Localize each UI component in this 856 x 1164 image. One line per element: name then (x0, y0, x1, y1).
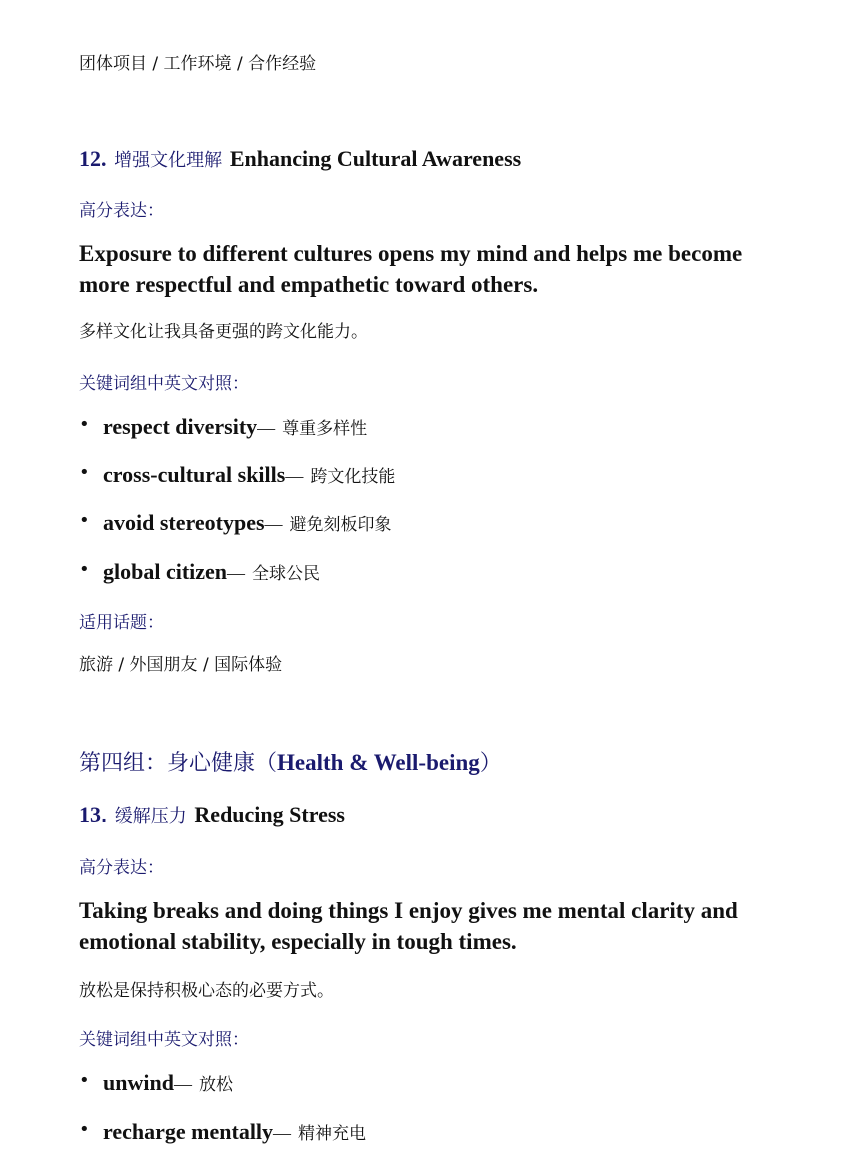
group-4-en: Health & Well-being (277, 750, 480, 775)
section-12-en-title: Enhancing Cultural Awareness (229, 146, 522, 171)
section-12-expression-label: 高分表达： (79, 201, 164, 221)
section-13-en-title: Reducing Stress (194, 802, 345, 827)
section-13-cn-title: 缓解压力 (114, 806, 187, 827)
section-13-expression-label: 高分表达： (79, 858, 164, 878)
keyword-en: global citizen (103, 559, 228, 584)
section-12-topics: 旅游 / 外国朋友 / 国际体验 (79, 655, 283, 675)
section-13-title: 13. 缓解压力 Reducing Stress (79, 802, 345, 827)
section-13-translation: 放松是保持积极心态的必要方式。 (79, 981, 334, 1001)
keyword-en: unwind (103, 1070, 174, 1095)
keyword-en: respect diversity (103, 414, 258, 439)
section-13-number: 13 (79, 802, 101, 827)
section-12-sentence: Exposure to different cultures opens my mind and helps me become more respectful and empathetic toward others. (79, 241, 743, 297)
keyword-cn: 精神充电 (298, 1124, 367, 1144)
group-4-close: ） (479, 751, 502, 776)
keyword-en: cross-cultural skills (103, 462, 286, 487)
keyword-cn: 避免刻板印象 (289, 515, 392, 535)
keyword-en: avoid stereotypes (103, 510, 265, 535)
section-12-cn-title: 增强文化理解 (114, 150, 223, 171)
section-13-sentence: Taking breaks and doing things I enjoy gives me mental clarity and emotional stability, especially in tough times. (79, 898, 738, 954)
keyword-en: recharge mentally (103, 1119, 274, 1144)
group-4-heading (79, 749, 502, 778)
keyword-cn: 放松 (198, 1075, 233, 1095)
bullet-icon: • (79, 559, 90, 580)
bullet-icon: • (79, 1119, 90, 1140)
topics-line: 团体项目 / 工作环境 / 合作经验 (79, 54, 317, 74)
section-12-topics-label: 适用话题： (79, 613, 164, 633)
section-13-keywords-label: 关键词组中英文对照： (79, 1030, 249, 1050)
section-12-title (79, 145, 521, 175)
section-12-number: 12. (79, 146, 107, 171)
group-4-cn: 第四组：身心健康（ (79, 751, 278, 776)
keyword-cn: 跨文化技能 (310, 467, 396, 487)
keyword-cn: 全球公民 (252, 564, 321, 584)
bullet-icon: • (79, 414, 90, 435)
bullet-icon: • (79, 1070, 90, 1091)
section-12-keywords-label: 关键词组中英文对照： (79, 374, 249, 394)
section-12-translation: 多样文化让我具备更强的跨文化能力。 (79, 322, 368, 342)
bullet-icon: • (79, 510, 90, 531)
keyword-cn: 尊重多样性 (282, 419, 368, 439)
bullet-icon: • (79, 462, 90, 483)
